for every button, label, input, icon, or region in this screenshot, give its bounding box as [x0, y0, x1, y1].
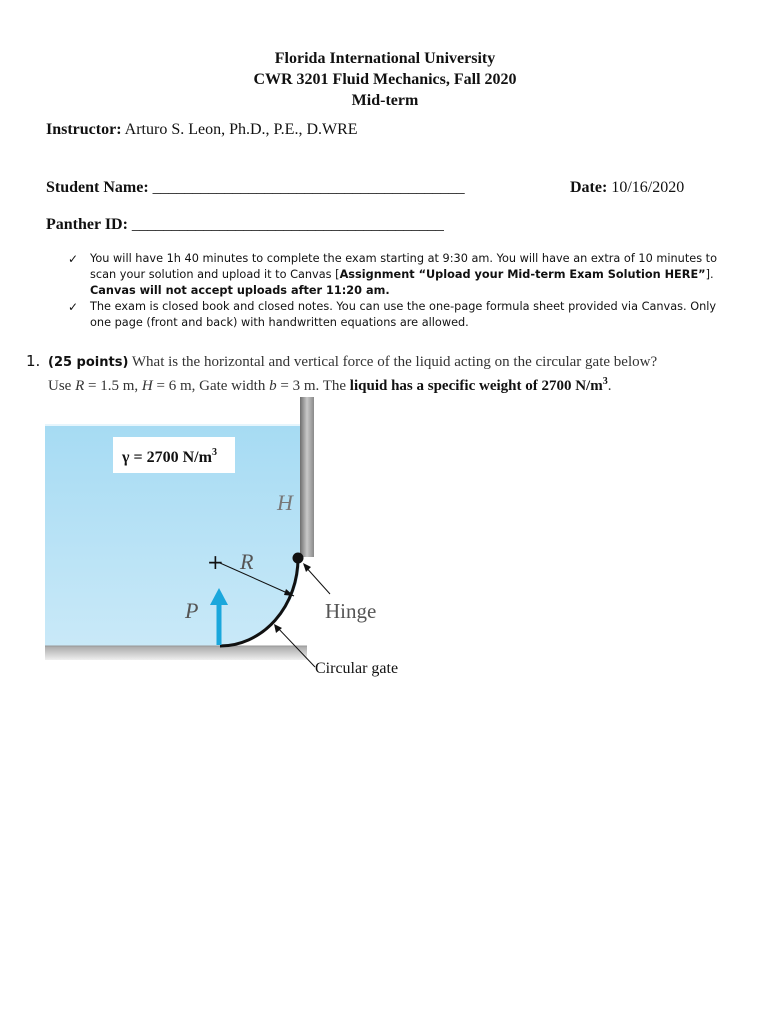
- gate-label: Circular gate: [315, 660, 399, 677]
- instruction-text: The exam is closed book and closed notes. You can use the one-page formula sheet provided via Canvas. Only one page (front and back) with handwritten equations are allowed.: [90, 300, 717, 329]
- date-label: Date:: [570, 179, 608, 196]
- date-value: 10/16/2020: [611, 179, 685, 196]
- wall: [300, 397, 314, 557]
- instruction-text: ].: [705, 268, 714, 281]
- question-given-text: Use: [48, 378, 72, 394]
- exam-header: [0, 48, 770, 111]
- h-label: H: [277, 490, 293, 515]
- panther-id-line: [46, 216, 444, 234]
- hinge-icon: [293, 553, 304, 564]
- student-name-label: Student Name:: [46, 179, 149, 196]
- instruction-bold: Assignment “Upload your Mid-term Exam Solution HERE”: [339, 268, 706, 281]
- student-name-line: [46, 179, 465, 197]
- date-line: [570, 179, 684, 197]
- question-points: (25 points): [48, 355, 129, 370]
- radius-symbol: R: [75, 378, 85, 394]
- panther-id-blank: _______________________________________: [131, 216, 444, 233]
- instruction-item: [68, 299, 733, 331]
- p-label: P: [185, 598, 199, 623]
- course-title: CWR 3201 Fluid Mechanics, Fall 2020: [253, 71, 517, 88]
- student-name-blank: _______________________________________: [152, 179, 465, 196]
- width-symbol: b: [269, 378, 277, 394]
- instructions-list: [68, 251, 733, 331]
- gamma-label: γ = 2700 $N/m^3$: [122, 447, 217, 466]
- question-given-text: = 1.5 m,: [88, 378, 139, 394]
- exam-title: Mid-term: [351, 92, 419, 109]
- hinge-label: Hinge: [325, 599, 377, 623]
- instructor-name: Arturo S. Leon, Ph.D., P.E., D.WRE: [124, 121, 358, 138]
- r-label: R: [240, 549, 254, 574]
- instruction-item: [68, 251, 733, 299]
- question-number: 1.: [26, 352, 41, 370]
- question-given-text: = 6 m, Gate width: [156, 378, 266, 394]
- checkmark-icon: ✓: [68, 252, 79, 266]
- height-symbol: H: [141, 378, 153, 394]
- instructor-label: Instructor:: [46, 121, 122, 138]
- gate-diagram: [0, 390, 770, 710]
- panther-id-label: Panther ID:: [46, 216, 128, 233]
- university-name: Florida International University: [274, 50, 496, 67]
- instruction-bold: Canvas will not accept uploads after 11:20 am.: [90, 284, 390, 297]
- question-end: .: [607, 378, 612, 394]
- superscript: 3: [602, 376, 608, 387]
- checkmark-icon: ✓: [68, 300, 79, 314]
- instruction-text: You will have 1h 40 minutes to complete the exam starting at 9:30 am. You will have an extra of 10 minutes to scan your solution and upload it to Canvas [: [90, 252, 718, 281]
- question-given-text: = 3 m. The: [280, 378, 347, 394]
- ground: [45, 646, 307, 660]
- center-plus: +: [207, 550, 224, 574]
- question-text: What is the horizontal and vertical force of the liquid acting on the circular gate below?: [131, 354, 658, 370]
- specific-weight-text: liquid has a specific weight of 2700 N/m: [349, 378, 603, 394]
- instructor-line: [46, 121, 358, 139]
